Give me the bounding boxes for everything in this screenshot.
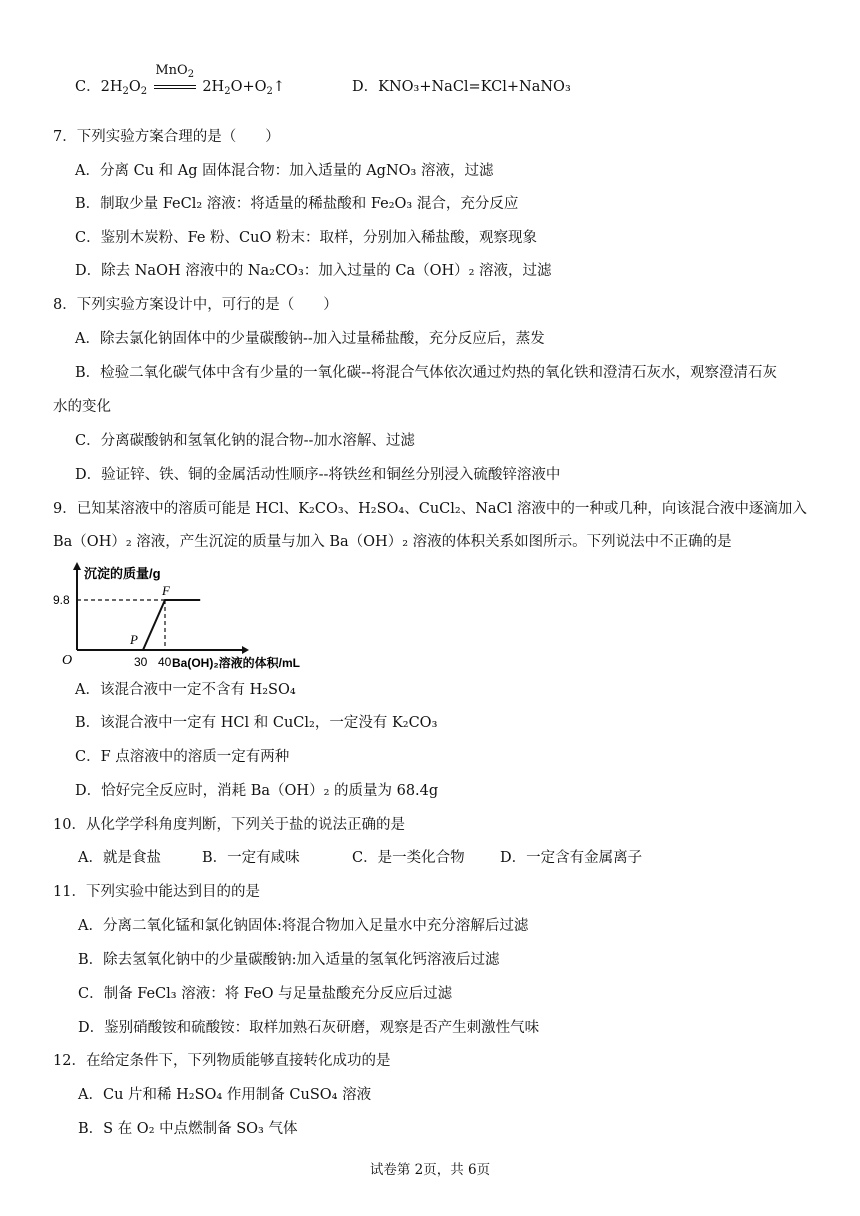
q10-stem: 10．从化学学科角度判断，下列关于盐的说法正确的是 <box>53 817 405 833</box>
q8-option-c: C．分离碳酸钠和氢氧化钠的混合物--加水溶解、过滤 <box>75 433 415 449</box>
q10-option-b: B．一定有咸味 <box>202 850 300 866</box>
q11-option-a: A．分离二氧化锰和氯化钠固体:将混合物加入足量水中充分溶解后过滤 <box>78 918 529 934</box>
q10-option-a: A．就是食盐 <box>78 850 161 866</box>
q12-option-a: A．Cu 片和稀 H₂SO₄ 作用制备 CuSO₄ 溶液 <box>78 1087 372 1103</box>
q10-option-c: C．是一类化合物 <box>352 850 465 866</box>
q8-option-b-line1: B．检验二氧化碳气体中含有少量的一氧化碳--将混合气体依次通过灼热的氧化铁和澄清石灰水，观察澄清石灰 <box>75 365 777 381</box>
y-axis-label: 沉淀的质量/g <box>84 566 161 581</box>
q12-stem: 12．在给定条件下，下列物质能够直接转化成功的是 <box>53 1053 391 1069</box>
q8-option-a: A．除去氯化钠固体中的少量碳酸钠--加入过量稀盐酸，充分反应后，蒸发 <box>75 331 545 347</box>
q11-stem: 11．下列实验中能达到目的的是 <box>53 884 260 900</box>
q9-option-d: D．恰好完全反应时，消耗 Ba（OH）₂ 的质量为 68.4g <box>75 783 439 799</box>
q11-option-c: C．制备 FeCl₃ 溶液：将 FeO 与足量盐酸充分反应后过滤 <box>78 986 453 1002</box>
x-axis-label: Ba(OH)₂溶液的体积/mL <box>172 656 300 670</box>
q8-option-b-line2: 水的变化 <box>53 399 111 415</box>
x-tick-label: 40 <box>158 655 172 669</box>
q8-option-d: D．验证锌、铁、铜的金属活动性顺序--将铁丝和铜丝分别浸入硫酸锌溶液中 <box>75 467 561 483</box>
page-footer: 试卷第 2页，共 6页 <box>369 1162 491 1178</box>
q9-stem-line2: Ba（OH）₂ 溶液，产生沉淀的质量与加入 Ba（OH）₂ 溶液的体积关系如图所示。下列说法中不正确的是 <box>53 534 732 550</box>
q7-stem: 7．下列实验方案合理的是（ ） <box>53 129 280 145</box>
y-axis-arrow <box>73 562 81 570</box>
q9-option-a: A．该混合液中一定不含有 H₂SO₄ <box>75 682 296 698</box>
y-tick-label: 9.8 <box>53 593 70 607</box>
origin-label: O <box>62 653 73 668</box>
reaction-condition: MnO$_2$ <box>154 77 196 97</box>
point-label-f: F <box>162 583 170 598</box>
point-label-p: P <box>130 632 138 647</box>
q7-option-a: A．分离 Cu 和 Ag 固体混合物：加入适量的 AgNO₃ 溶液，过滤 <box>75 163 494 179</box>
q7-option-c: C．鉴别木炭粉、Fe 粉、CuO 粉末：取样，分别加入稀盐酸，观察现象 <box>75 230 537 246</box>
q7-option-b: B．制取少量 FeCl₂ 溶液：将适量的稀盐酸和 Fe₂O₃ 混合，充分反应 <box>75 196 519 212</box>
q7-option-d: D．除去 NaOH 溶液中的 Na₂CO₃：加入过量的 Ca（OH）₂ 溶液，过滤 <box>75 263 552 279</box>
q9-option-c: C．F 点溶液中的溶质一定有两种 <box>75 749 290 765</box>
q10-option-d: D．一定含有金属离子 <box>500 850 643 866</box>
precipitate-chart <box>52 560 342 670</box>
q6-option-c: C．$2H_2O_2$ MnO$_2$ $2H_2O+O_2↑$ <box>75 63 286 97</box>
q12-option-b: B．S 在 O₂ 中点燃制备 SO₃ 气体 <box>78 1121 298 1137</box>
q8-stem: 8．下列实验方案设计中，可行的是（ ） <box>53 297 338 313</box>
x-axis-arrow <box>242 646 249 654</box>
q9-option-b: B．该混合液中一定有 HCl 和 CuCl₂，一定没有 K₂CO₃ <box>75 715 438 731</box>
x-tick-label: 30 <box>134 655 148 669</box>
q11-option-b: B．除去氢氧化钠中的少量碳酸钠:加入适量的氢氧化钙溶液后过滤 <box>78 952 500 968</box>
q6-option-d: D．KNO₃+NaCl=KCl+NaNO₃ <box>352 79 571 95</box>
series-line <box>77 600 200 650</box>
q9-stem-line1: 9．已知某溶液中的溶质可能是 HCl、K₂CO₃、H₂SO₄、CuCl₂、NaCl 溶液中的一种或几种，向该混合液中逐滴加入 <box>53 501 807 517</box>
q11-option-d: D．鉴别硝酸铵和硫酸铵：取样加熟石灰研磨，观察是否产生刺激性气味 <box>78 1020 540 1036</box>
